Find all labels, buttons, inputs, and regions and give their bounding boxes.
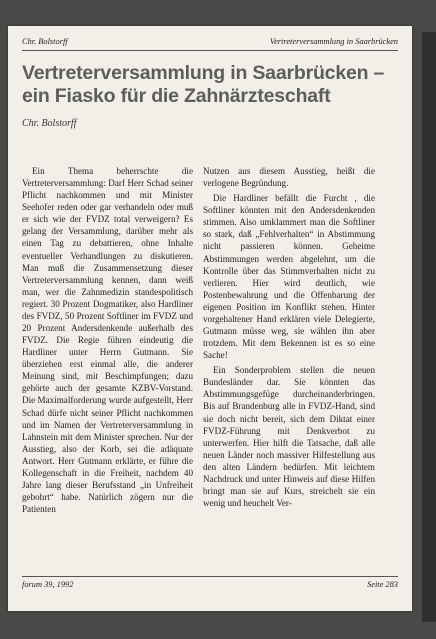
running-header	[22, 36, 398, 51]
header-author: Chr. Bolstorff	[22, 37, 68, 46]
paragraph: Ein Sonderproblem stellen die neuen Bundesländer dar. Sie könnten das Abstimmungsgefüge durcheinanderbringen. Bis auf Brandenburg alle in FVDZ-Hand, sind sie doch nicht bereit, sich dem Diktat einer FVDZ-Führung mit Denkverbot zu unterwerfen. Hier hilft die Tatsache, daß alle neuen Länder noch massiver Hilfestellung aus den alten Ländern bedürfen. Mit leichtem Nachdruck und unter Hinweis auf diese Hilfen bringt man sie auf Kurs, streichelt sie ein wenig und heuchelt Ver-	[203, 365, 375, 509]
article-author: Chr. Bolstorff	[22, 118, 77, 129]
header-title: Vertreterversammlung in Saarbrücken	[269, 37, 398, 46]
running-footer	[22, 576, 398, 591]
document-page	[8, 26, 412, 611]
paragraph: Die Hardliner befällt die Furcht , die Softliner könnten mit den Andersdenkenden stimmen. Also umklammert man die Softliner so stark, daß „Fehlverhalten“ in Abstimmung nicht passieren können. Geheime Abstimmungen werden abgelehnt, um die Kontrolle über das Stimmverhalten nicht zu verlieren. Hier wird deutlich, wie Postenbewahrung und die Offenbarung der eigenen Position im Konflikt stehen. Hinter vorgehaltener Hand erklären viele Delegierte, Gutmann müsse weg, sie wählen ihn aber trotzdem. Mit dem Bekennen ist es so eine Sache!	[203, 193, 375, 361]
paragraph: Ein Thema beherrschte die Vertreterversammlung: Darf Herr Schad seiner Pflicht nachkommen und mit Minister Seehofer reden oder gar verhandeln oder muß er sich wie der FVDZ total verweigern? Es gelang der Versammlung, darüber mehr als einen Tag zu debattieren, ohne Inhalte eventueller Verhandlungen zu diskutieren. Man muß die Zusammensetzung dieser Vertreterversammlung kennen, dann weiß man, wer die Zahnmedizin standespolitisch regiert. 30 Prozent Dogmatiker, also Hardliner des FVDZ, 50 Prozent Softliner im FVDZ und 20 Prozent Andersdenkende außerhalb des FVDZ. Die Regie führen eindeutig die Hardliner unter Herrn Gutmann. Sie überziehen erst einmal alle, die anderer Meinung sind, mit Beschimpfungen; dazu gehörte auch der gesamte KZBV-Vorstand. Die Maximalforderung wurde aufgestellt, Herr Schad dürfe nicht seiner Pflicht nachkommen und im Namen der Vertreterversammlung in Lahnstein mit dem Minister sprechen. Nur der Ausstieg, also der Korb, sei die adäquate Antwort. Herr Gutmann erklärte, er führe die Kollegenschaft in die Freiheit, nachdem 40 Jahre lang dieser Berufsstand „in Unfreiheit gebohrt“ habe. Natürlich zögern nur die Patienten	[22, 166, 193, 515]
page-number: Seite 283	[367, 580, 398, 589]
text-column-left	[22, 165, 193, 515]
page-edge-shadow	[422, 32, 436, 622]
article-title: Vertreterversammlung in Saarbrücken – ein Fiasko für die Zahnärzteschaft	[22, 62, 385, 107]
text-column-right	[203, 165, 375, 509]
paragraph: Nutzen aus diesem Ausstieg, heißt die verlogene Begründung.	[203, 166, 375, 189]
footer-journal: forum 39, 1992	[22, 580, 74, 589]
